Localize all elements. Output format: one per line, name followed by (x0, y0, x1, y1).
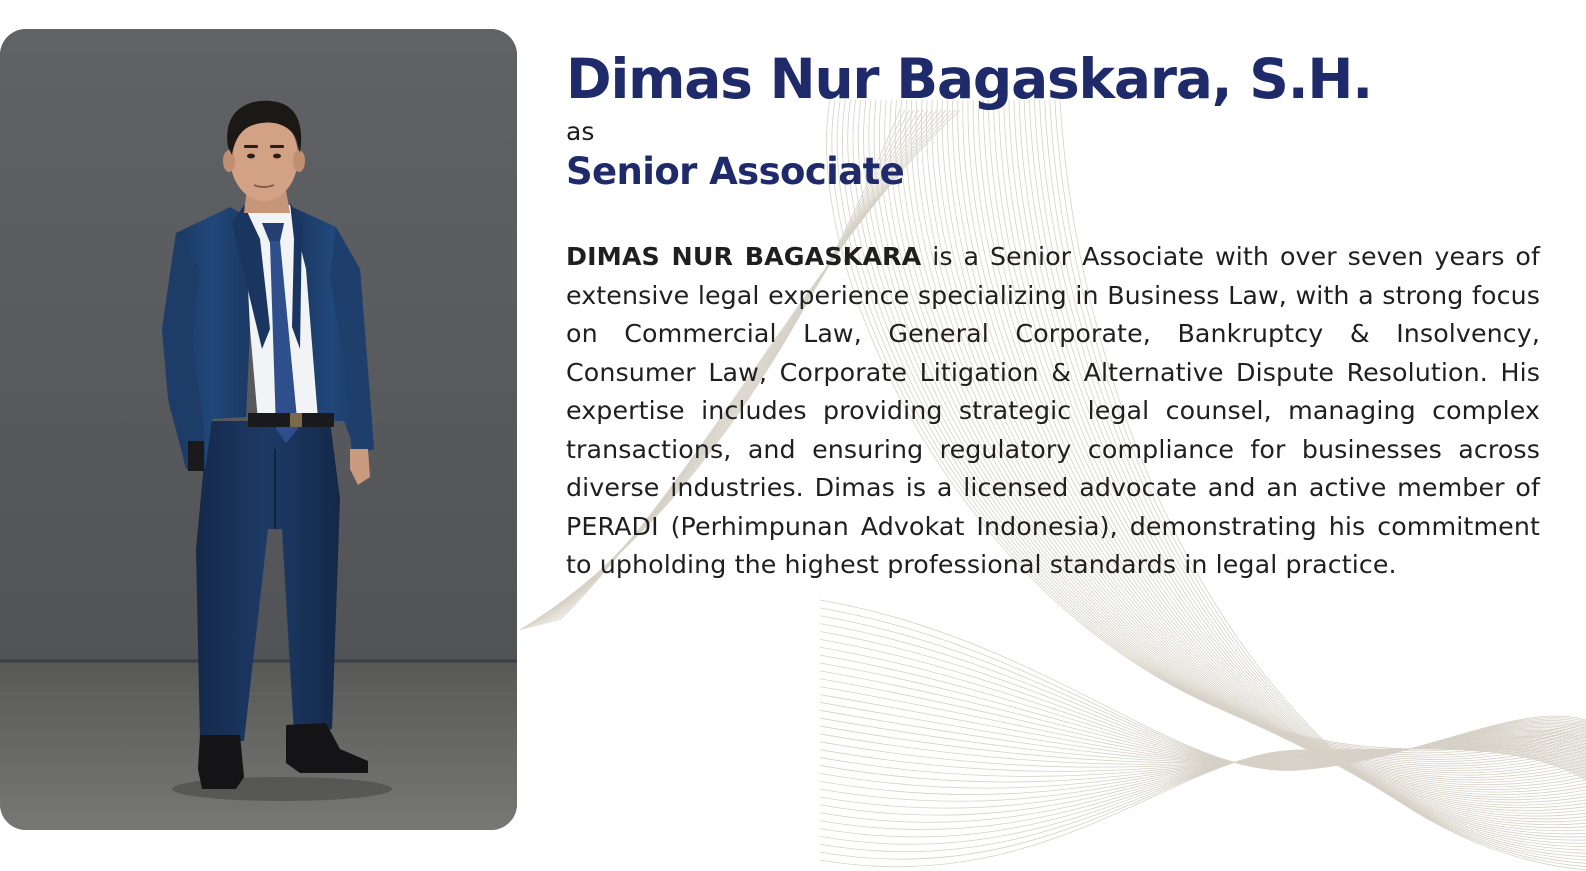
profile-content (566, 44, 1540, 610)
person-name: Dimas Nur Bagaskara, S.H. (566, 47, 1372, 111)
bio-lead-name: DIMAS NUR BAGASKARA (566, 242, 922, 271)
role-connector: as (566, 117, 595, 146)
job-title: Senior Associate (566, 150, 905, 193)
portrait-photo (0, 29, 517, 830)
biography (566, 238, 1540, 585)
bio-text: is a Senior Associate with over seven years of extensive legal experience specializing in Business Law, with a strong focus on Commercial Law, General Corporate, Bankruptcy & Insolvency, Consumer Law, Corporate Litigation & Alternative Dispute Resolution. His expertise includes providing strategic legal counsel, managing complex transactions, and ensuring regulatory compliance for businesses across diverse industries. Dimas is a licensed advocate and an active member of PERADI (Perhimpunan Advokat Indonesia), demonstrating his commitment to upholding the highest professional standards in legal practice. (566, 242, 1540, 579)
